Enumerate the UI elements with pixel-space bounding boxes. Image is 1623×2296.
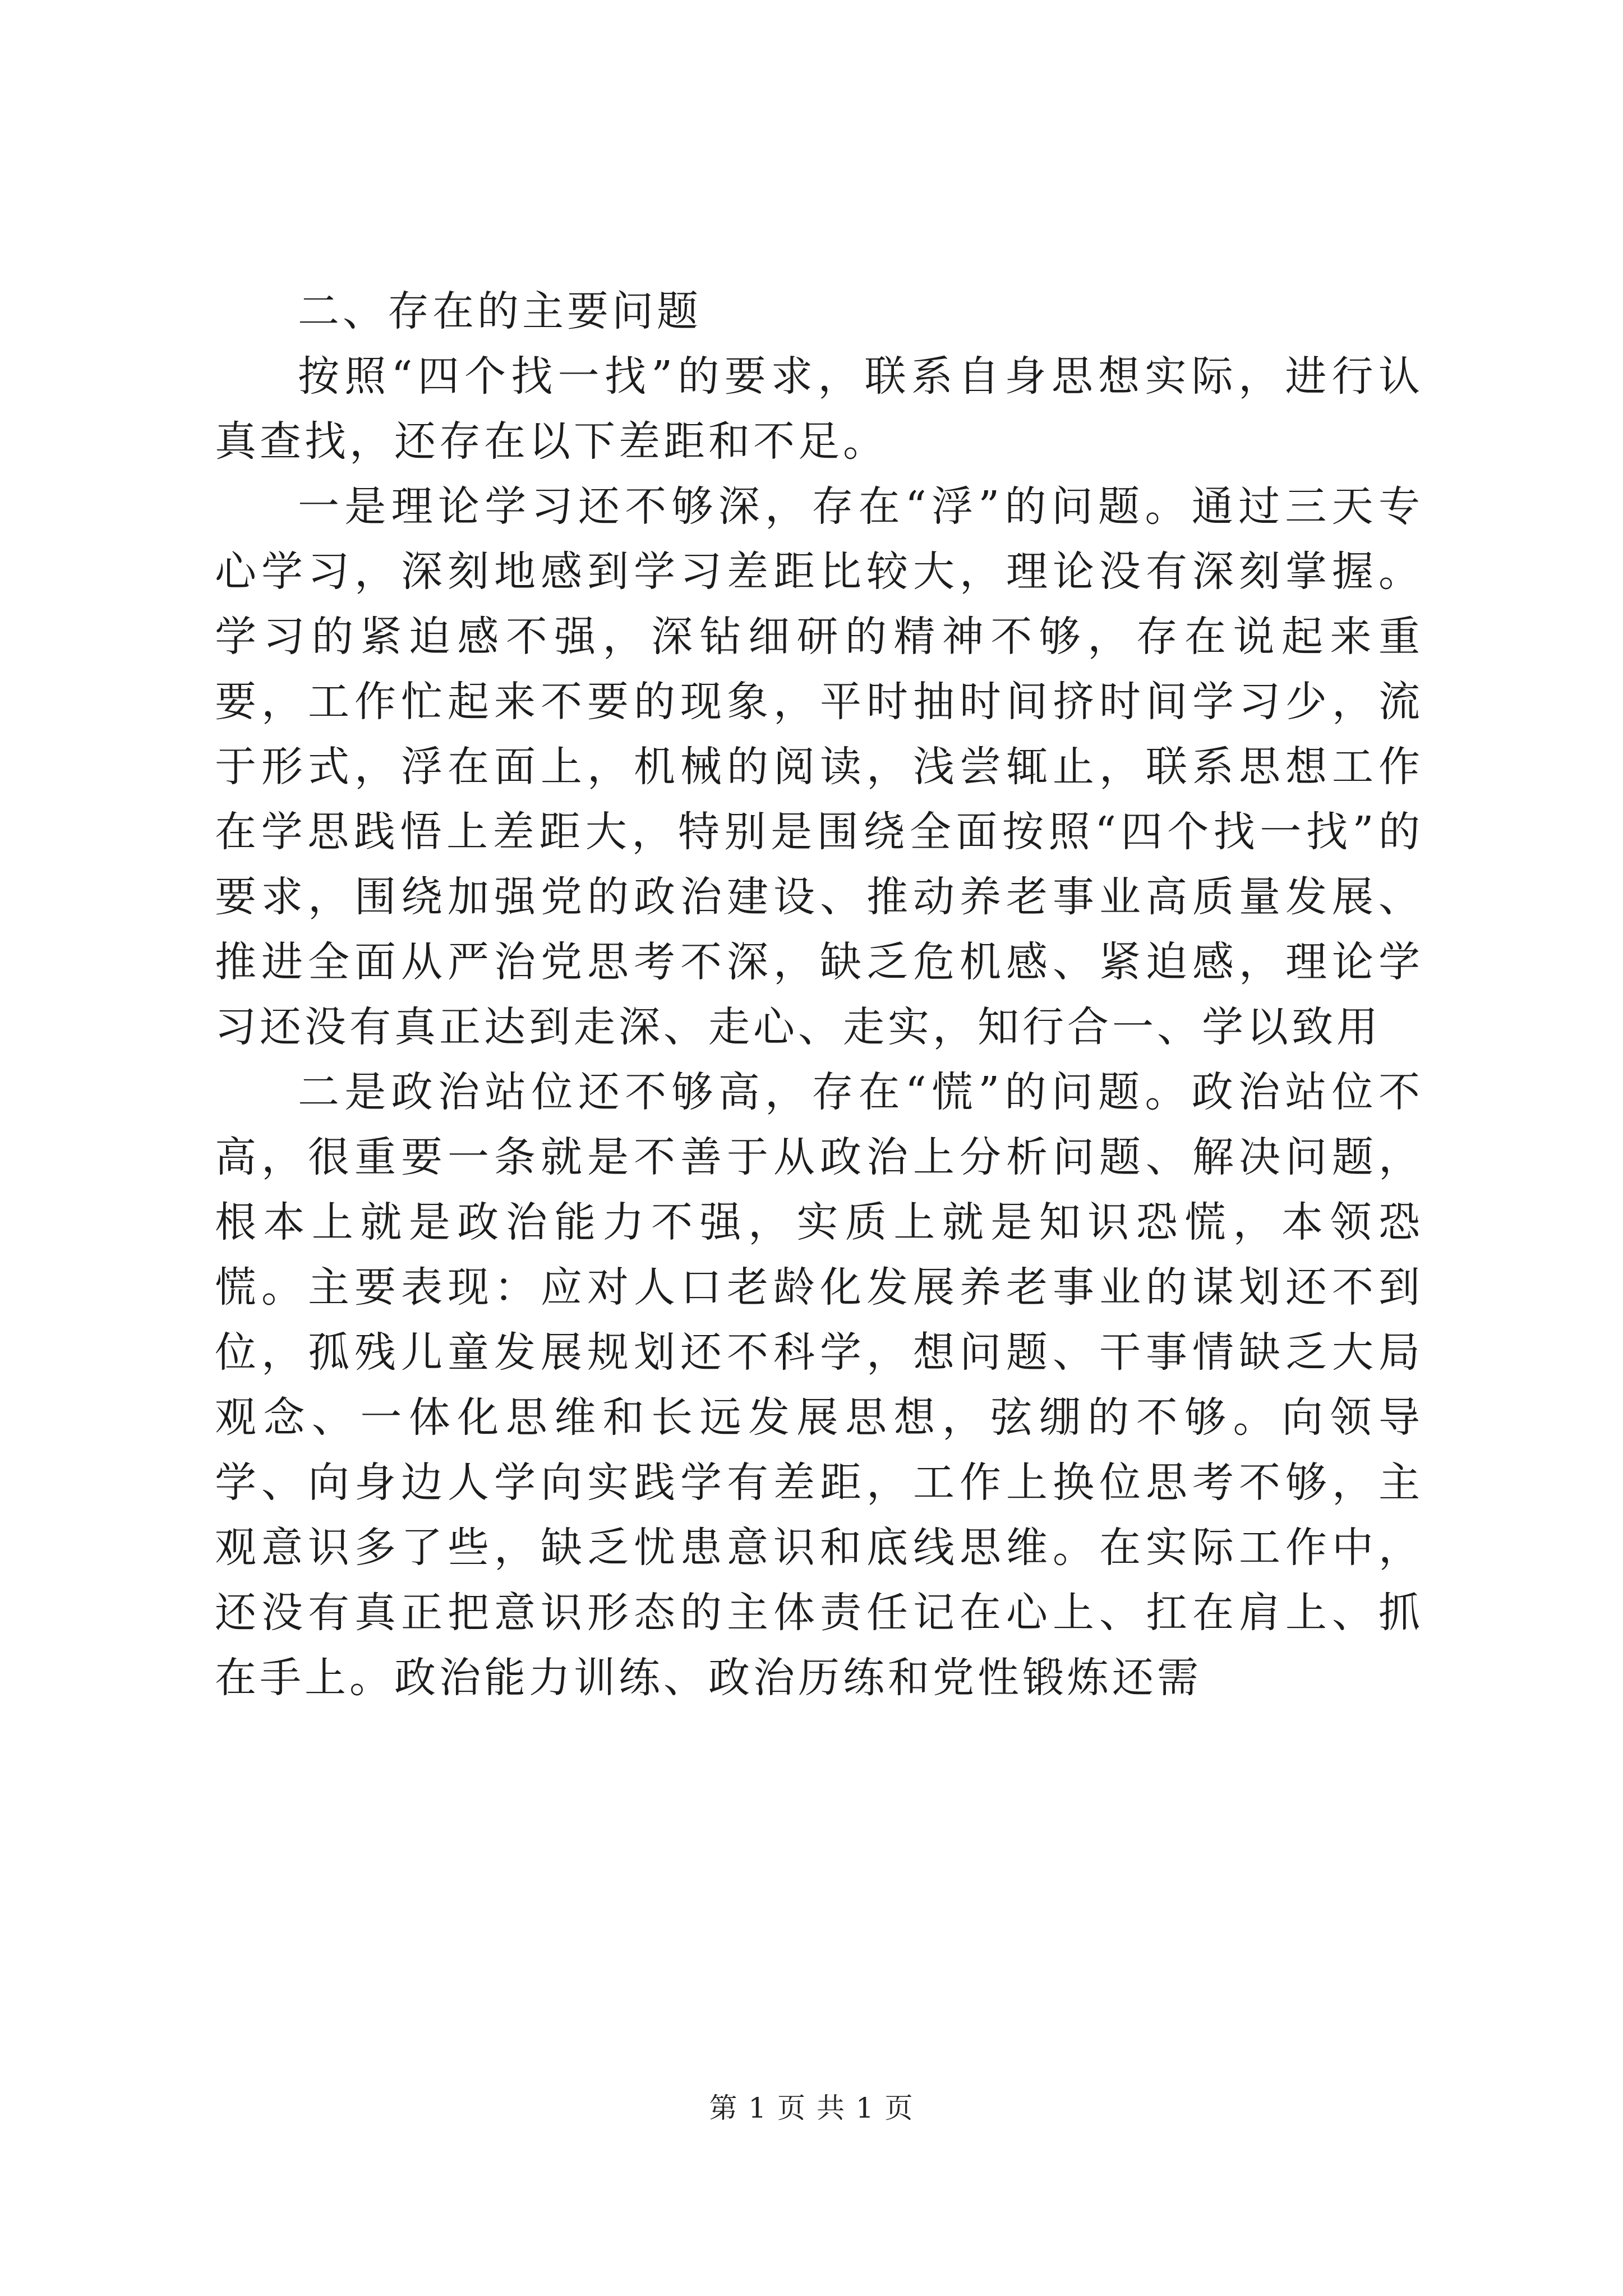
paragraph-intro: 按照“四个找一找”的要求，联系自身思想实际，进行认真查找，还存在以下差距和不足。 [215,352,1423,466]
section-heading: 二、存在的主要问题 [298,287,702,335]
page-footer: 第 1 页 共 1 页 [709,2092,914,2124]
document-body [215,279,1423,1710]
paragraph-theory-study: 一是理论学习还不够深，存在“浮”的问题。通过三天专心学习，深刻地感到学习差距比较大，理论没有深刻掌握。学习的紧迫感不强，深钻细研的精神不够，存在说起来重要，工作忙起来不要的现象，平时抽时间挤时间学习少，流于形式，浮在面上，机械的阅读，浅尝辄止，联系思想工作在学思践悟上差距大，特别是围绕全面按照“四个找一找”的要求，围绕加强党的政治建设、推动养老事业高质量发展、推进全面从严治党思考不深，缺乏危机感、紧迫感，理论学习还没有真正达到走深、走心、走实，知行合一、学以致用 [215,482,1423,1051]
paragraph-political-stance: 二是政治站位还不够高，存在“慌”的问题。政治站位不高，很重要一条就是不善于从政治上分析问题、解决问题，根本上就是政治能力不强，实质上就是知识恐慌，本领恐慌。主要表现：应对人口老龄化发展养老事业的谋划还不到位，孤残儿童发展规划还不科学，想问题、干事情缺乏大局观念、一体化思维和长远发展思想，弦绷的不够。向领导学、向身边人学向实践学有差距，工作上换位思考不够，主观意识多了些，缺乏忧患意识和底线思维。在实际工作中，还没有真正把意识形态的主体责任记在心上、扛在肩上、抓在手上。政治能力训练、政治历练和党性锻炼还需 [215,1068,1423,1702]
